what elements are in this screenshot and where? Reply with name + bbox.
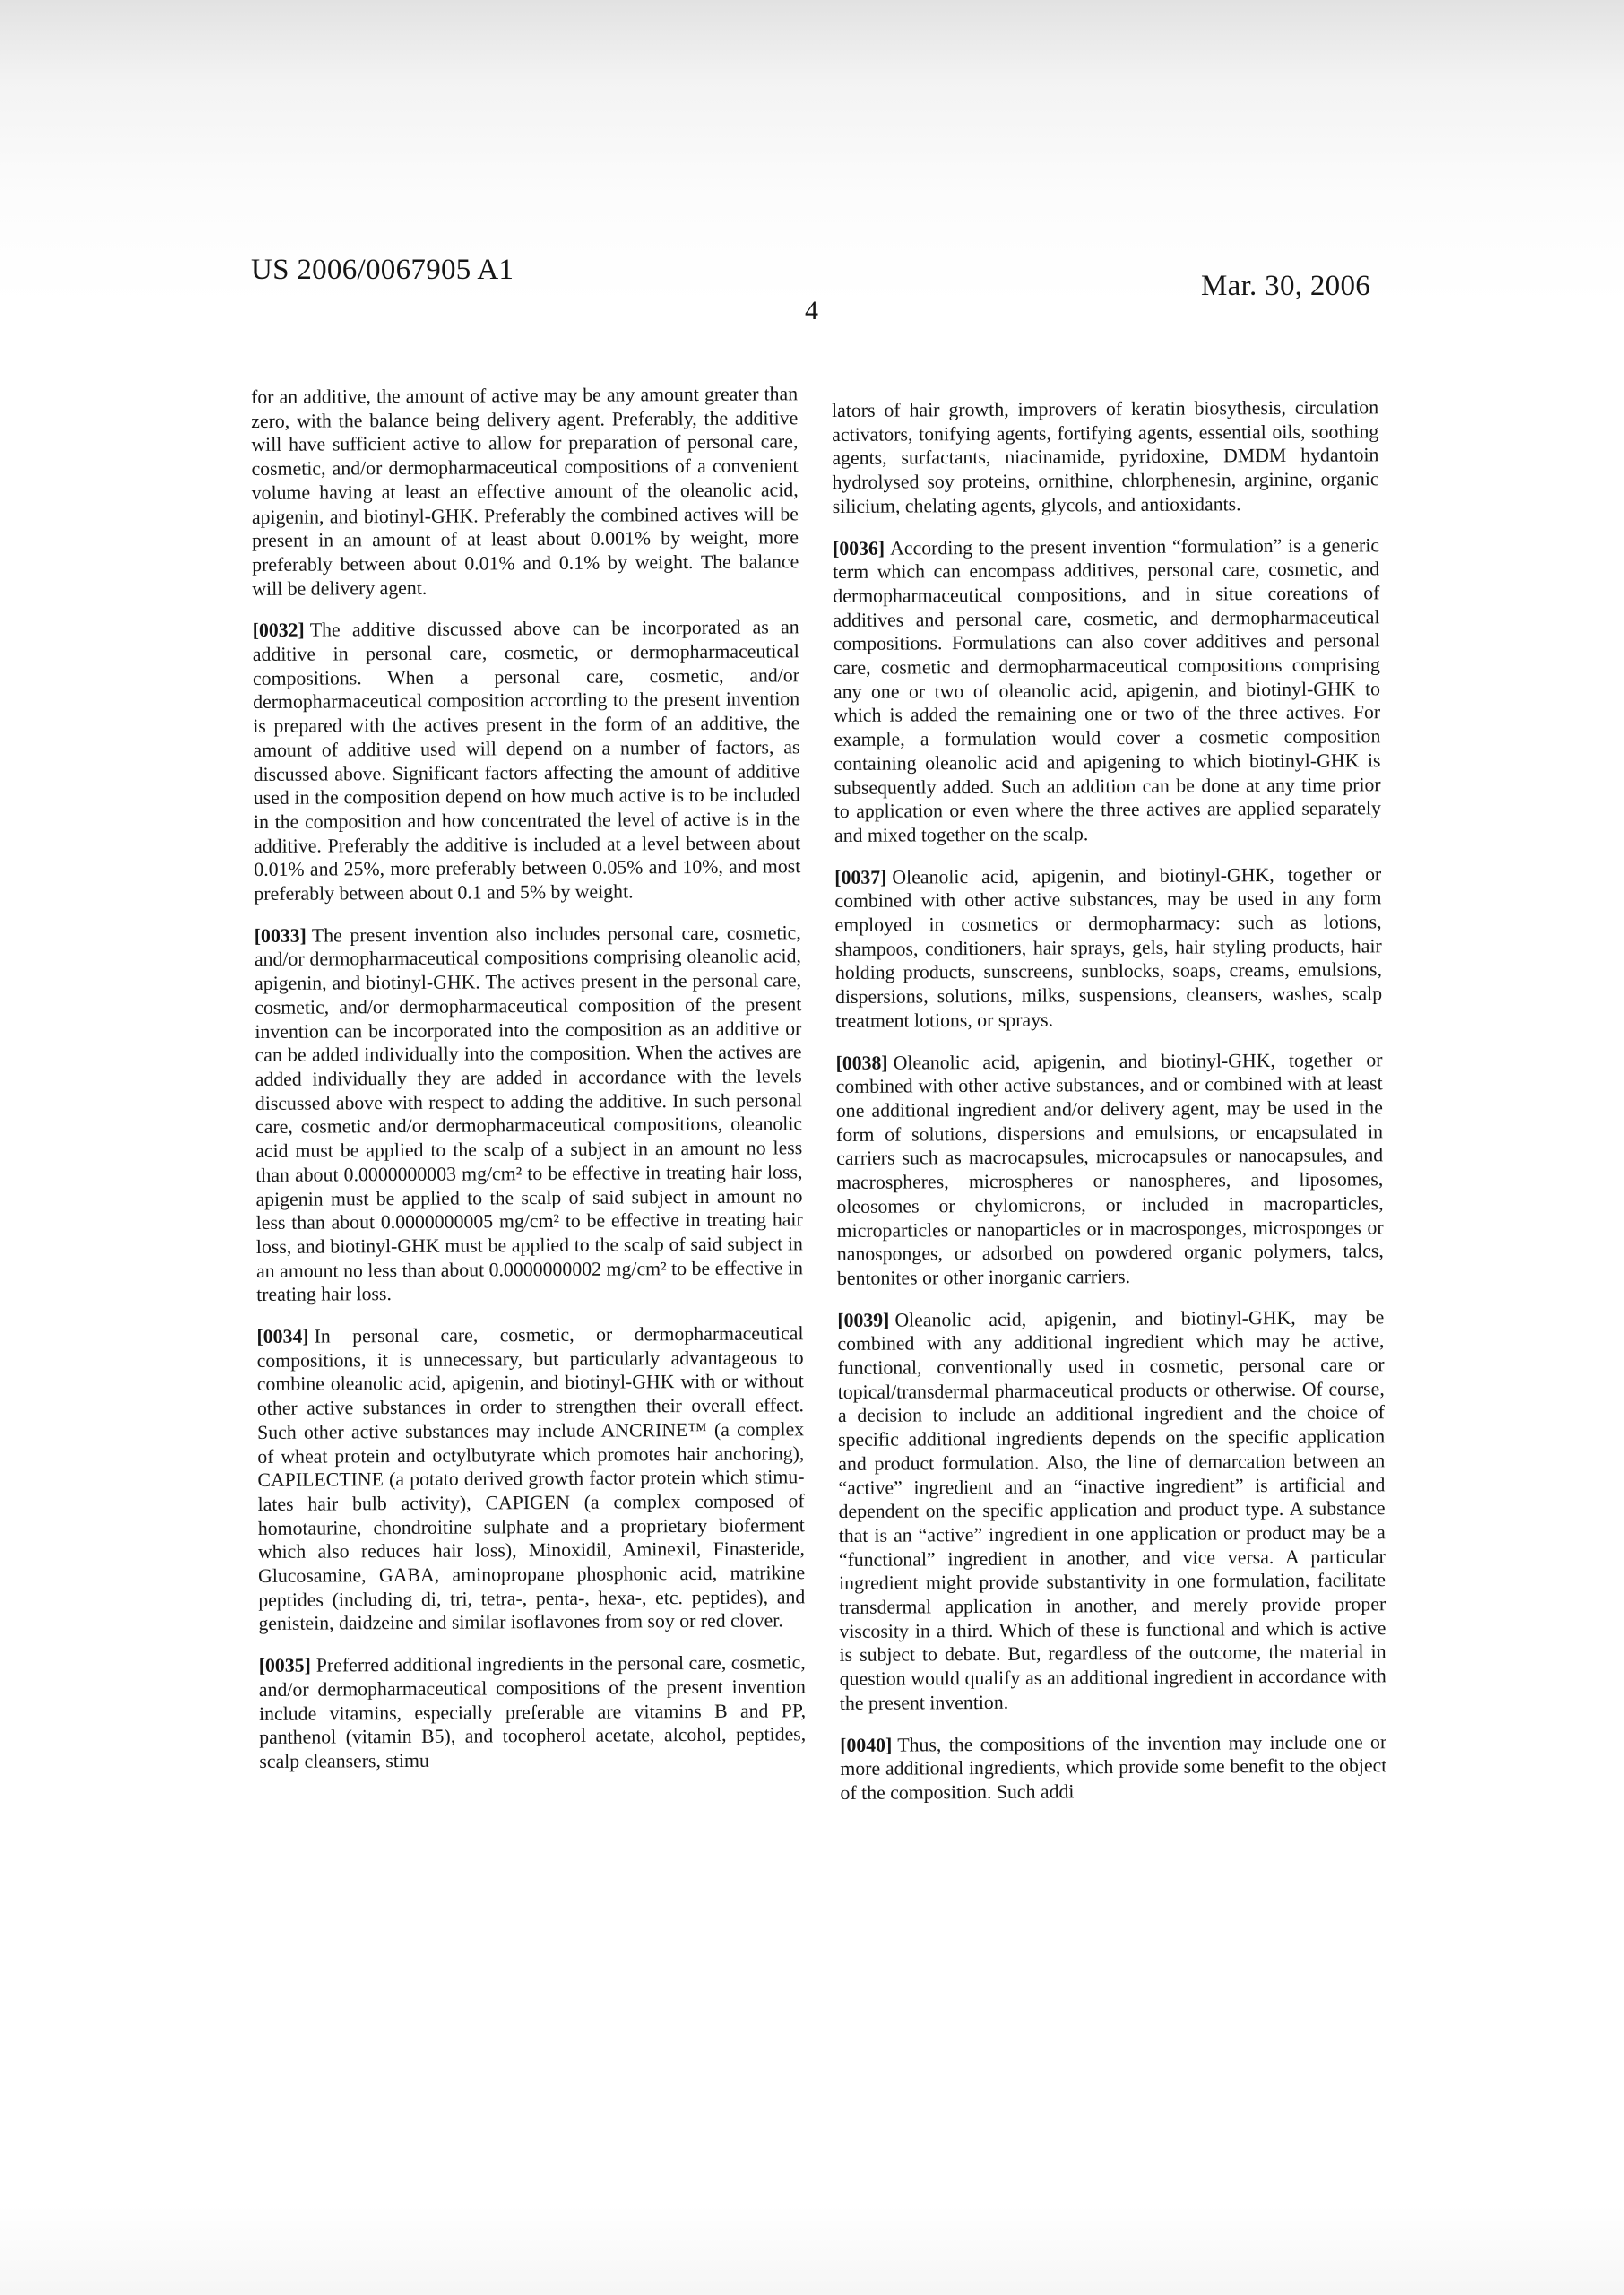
paragraph-0040	[840, 1730, 1386, 1806]
paragraph-number: [0034]	[256, 1325, 309, 1347]
paragraph-0035	[259, 1650, 807, 1773]
paragraph-number: [0036]	[832, 537, 885, 559]
paragraph-text: Preferred additional ingredients in the personal care, cosmetic, and/or dermopharmaceutical compositions of the present invention include vitamins, especially preferable are vitamins B and PP, panthenol (vitamin B5), and tocopherol acetate, alcohol, peptides, scalp cleansers, stimu	[258, 1651, 807, 1772]
page-number: 4	[805, 296, 819, 325]
paragraph-0033	[255, 921, 804, 1307]
paragraph-text: The additive discussed above can be incorporated as an additive in personal care, cosmetic, or dermopharmaceutical compositions. When a personal care, cosmetic, and/or dermopharmaceutical composition according to the present invention is prepared with the actives present in the form of an additive, the amount of additive used will depend on a number of factors, as discussed above. Significant factors affecting the amount of additive used in the composition depend on how much active is to be included in the composition and how concentrated the level of active is in the additive. Preferably the additive is included at a level between about 0.01% and 25%, more preferably between 0.05% and 10%, and most preferably between about 0.1 and 5% by weight.	[252, 616, 801, 905]
paragraph-number: [0032]	[252, 619, 305, 642]
paragraph-0038	[835, 1048, 1384, 1291]
paragraph-text: Thus, the compositions of the invention may include one or more additional ingredients, which provide some benefit to the object of the composition. Such addi	[840, 1730, 1387, 1804]
left-column	[251, 382, 807, 1791]
paragraph-continued	[251, 382, 799, 601]
paragraph-text: lators of hair growth, improvers of keratin biosythesis, circulation activators, tonifying agents, fortifying agents, essential oils, soothing agents, surfactants, niacinamide, pyridoxine, DMDM hydantoin hydrolysed soy proteins, ornithine, chlorphenesin, arginine, organic silicium, chelating agents, glycols, and antioxidants.	[832, 396, 1379, 517]
publication-date: Mar. 30, 2006	[1201, 270, 1371, 302]
paragraph-text: Oleanolic acid, apigenin, and biotinyl-GHK, together or combined with other active substances, may be used in any form employed in cosmetics or dermopharmacy: such as lotions, shampoos, conditioners, hair sprays, gels, hair styling products, hair holding products, sunscreens, sunblocks, soaps, creams, emulsions, dispersions, solutions, milks, suspensions, cleansers, washes, scalp treatment lotions, or sprays.	[834, 862, 1383, 1032]
paragraph-0034	[256, 1321, 805, 1636]
right-column	[832, 395, 1387, 1823]
paragraph-number: [0040]	[840, 1734, 893, 1756]
paragraph-text: for an additive, the amount of active may be any amount greater than zero, with the balance being delivery agent. Preferably, the additive will have sufficient active to allow for preparation of personal care, cosmetic, and/or dermopharmaceutical compositions of a convenient volume having at least an effective amount of the oleanolic acid, apigenin, and biotinyl-GHK. Preferably the combined actives will be present in an amount of at least about 0.001% by weight, more preferably between about 0.01% and 0.1% by weight. The balance will be delivery agent.	[251, 383, 799, 600]
paragraph-0032	[253, 616, 801, 906]
paragraph-text: Oleanolic acid, apigenin, and biotinyl-GHK, together or combined with other active substances, and or combined with at least one additional ingredient and/or delivery agent, may be used in the form of solutions, dispersions and emulsions, or encapsulated in carriers such as macrocapsules, microcapsules or nanocapsules, and macrospheres, microspheres or nanospheres, and liposomes, oleosomes or chylomicrons, or included in macroparticles, microparticles or nanoparticles or in macrosponges, microsponges or nanosponges, or adsorbed on powdered organic polymers, talcs, bentonites or other inorganic carriers.	[835, 1048, 1384, 1289]
paragraph-0036	[833, 533, 1381, 848]
paragraph-number: [0035]	[258, 1654, 311, 1677]
paragraph-number: [0037]	[834, 866, 887, 888]
paragraph-0037	[834, 862, 1382, 1034]
paragraph-continued	[832, 395, 1379, 518]
paragraph-text: According to the present invention “formulation” is a generic term which can encompass additives, personal care, cosmetic, and dermopharmaceutical compositions, and in situe coreations of additives and personal care, cosmetic, and dermopharmaceutical compositions. Formulations can also cover additives and personal care, cosmetic and dermopharmaceutical compositions comprising any one or two of oleanolic acid, apigenin, and biotinyl-GHK to which is added the remaining one or two of the three actives. For example, a formulation would cover a cosmetic composition containing oleanolic acid and apigening to which biotinyl-GHK is subsequently added. Such an addition can be done at any time prior to application or even where the three actives are applied separately and mixed together on the scalp.	[833, 533, 1381, 846]
paragraph-text: Oleanolic acid, apigenin, and biotinyl-GHK, may be combined with any additional ingredient which may be active, functional, conventionally used in cosmetic, personal care or topical/transdermal pharmaceutical products or otherwise. Of course, a decision to include an additional ingredient and the choice of specific additional ingredients depends on the specific application and product formulation. Also, the line of demarcation between an “active” ingredient and an “inactive ingredient” is artificial and dependent on the specific application and product type. A substance that is an “active” ingredient in one application or product may be a “functional” ingredient in another, and vice versa. A particular ingredient might provide substantivity in one formulation, facilitate transdermal application in another, and merely provide proper viscosity in a third. Which of these is functional and which is active is subject to debate. But, regardless of the outcome, the material in question would qualify as an additional ingredient in accordance with the present invention.	[837, 1305, 1386, 1714]
paragraph-number: [0033]	[254, 924, 307, 947]
paragraph-number: [0038]	[835, 1052, 888, 1074]
paragraph-text: The present invention also includes personal care, cosmetic, and/or dermopharmaceutical compositions comprising oleanolic acid, apigenin, and biotinyl-GHK. The actives present in the personal care, cosmetic, and/or dermopharmaceutical composition of the present invention can be incorporated into the composition as an additive or can be added individually into the composition. When the actives are added individually they are added in accordance with the levels discussed above with respect to adding the additive. In such personal care, cosmetic and/or dermopharmaceutical compositions, oleanolic acid must be applied to the scalp of a subject in an amount no less than about 0.0000000003 mg/cm² to be effective in treating hair loss, apigenin must be applied to the scalp of said subject in amount no less than about 0.0000000005 mg/cm² to be effective in treating hair loss, and biotinyl-GHK must be applied to the scalp of said subject in an amount no less than about 0.0000000002 mg/cm² to be effective in treating hair loss.	[254, 922, 804, 1306]
paragraph-0039	[837, 1305, 1386, 1716]
publication-number: US 2006/0067905 A1	[251, 254, 514, 286]
paragraph-text: In personal care, cosmetic, or dermopharmaceutical compositions, it is unnecessary, but particularly advantageous to combine oleanolic acid, apigenin, and biotinyl-GHK with or without other active substances in order to strengthen their overall effect. Such other active substances may include ANCRINE™ (a complex of wheat protein and octylbutyrate which promotes hair anchoring), CAPILECTINE (a potato derived growth factor protein which stimulates hair bulb activity), CAPIGEN (a complex composed of homotaurine, chondroitine sulphate and a proprietary bioferment which also reduces hair loss), Minoxidil, Aminexil, Finasteride, Glucosamine, GABA, aminopropane phosphonic acid, matrikine peptides (including di, tri, tetra-, penta-, hexa-, etc. peptides), and genistein, daidzeine and similar isoflavones from soy or red clover.	[256, 1322, 806, 1635]
paragraph-number: [0039]	[837, 1309, 890, 1331]
